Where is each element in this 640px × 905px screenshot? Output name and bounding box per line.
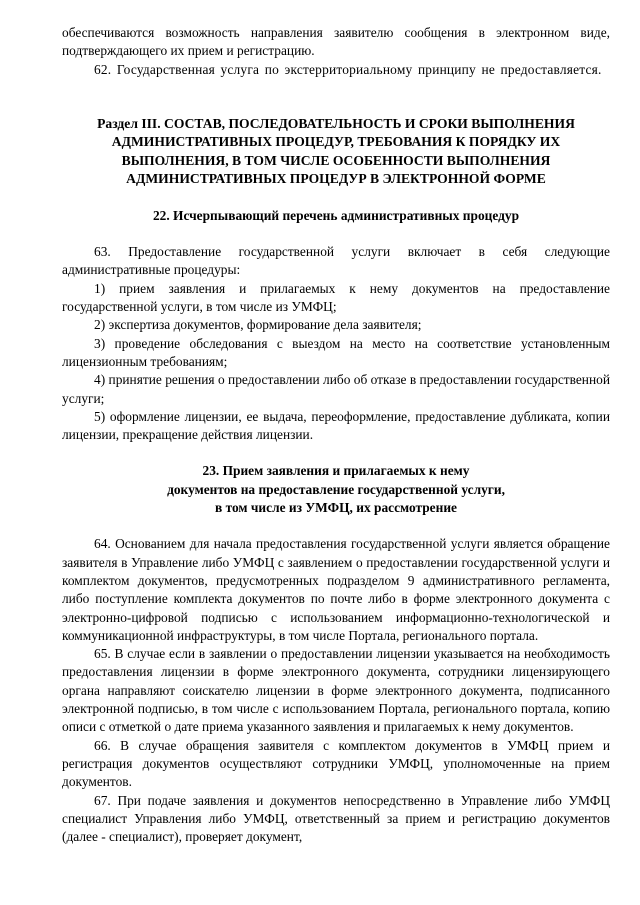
list-item-4: 4) принятие решения о предоставлении либо об отказе в предоставлении государственной услуги; [62,372,610,406]
subsection-23-title-line: документов на предоставление государственной услуги, [167,481,505,497]
spacer [62,79,610,115]
section-3-title-line: АДМИНИСТРАТИВНЫХ ПРОЦЕДУР, ТРЕБОВАНИЯ К ПОРЯДКУ ИХ [111,134,561,150]
paragraph-63: 63. Предоставление государственной услуги включает в себя следующие административные процедуры: [62,244,610,278]
spacer [62,444,610,462]
list-item-2: 2) экспертиза документов, формирование дела заявителя; [94,317,422,333]
spacer [62,189,610,207]
list-item-3: 3) проведение обследования с выездом на место на соответствие установленным лицензионным требованиям; [62,335,610,369]
paragraph-62: 62. Государственная услуга по экстерриториальному принципу не предоставляется. [94,61,602,77]
paragraph-64: 64. Основанием для начала предоставления государственной услуги является обращение заявителя в Управление либо УМФЦ с заявлением о предоставлении государственной услуги и комплектом документов, предусмотренных подразделом 9 административного регламента, либо поступление комплекта документов по почте либо в форме электронного документа с электронно-цифровой подписью с использованием информационно-технологической и коммуникационной инфраструктуры, в том числе Портала, регионального портала. [62,536,610,643]
list-item-5: 5) оформление лицензии, ее выдача, переоформление, предоставление дубликата, копии лицензии, прекращение действия лицензии. [62,408,610,443]
subsection-23-title-line: 23. Прием заявления и прилагаемых к нему [202,463,470,479]
spacer [62,225,610,243]
paragraph-67: 67. При подаче заявления и документов непосредственно в Управление либо УМФЦ специалист Управления либо УМФЦ, ответственный за прием и регистрацию документов (далее - специалист), проверяет документ, [62,792,610,845]
paragraph-65: 65. В случае если в заявлении о предоставлении лицензии указывается на необходимость предоставления лицензии в форме электронного документа, сотрудники лицензирующего органа направляют соискателю лицензии в форме электронного документа, подписанного электронной подписью, в том числе с использованием Портала, регионального портала, копию описи с отметкой о дате приема указанного заявления и прилагаемых к нему документов. [62,646,610,735]
section-3-title-line: ВЫПОЛНЕНИЯ, В ТОМ ЧИСЛЕ ОСОБЕННОСТИ ВЫПОЛНЕНИЯ [121,152,551,168]
paragraph-66: 66. В случае обращения заявителя с комплектом документов в УМФЦ прием и регистрация документов осуществляют сотрудники УМФЦ, уполномоченные на прием документов. [62,737,610,790]
section-3-heading [62,115,610,189]
subsection-22-title: 22. Исчерпывающий перечень административных процедур [152,207,520,223]
subsection-23-heading [62,462,610,517]
section-3-title-line: АДМИНИСТРАТИВНЫХ ПРОЦЕДУР В ЭЛЕКТРОННОЙ ФОРМЕ [126,171,546,187]
section-3-title-line: Раздел III. СОСТАВ, ПОСЛЕДОВАТЕЛЬНОСТЬ И СРОКИ ВЫПОЛНЕНИЯ [97,115,575,131]
intro-paragraph-continued: обеспечиваются возможность направления заявителю сообщения в электронном виде, подтверждающего их прием и регистрацию. [62,25,610,59]
list-item-1: 1) прием заявления и прилагаемых к нему документов на предоставление государственной услуги, в том числе из УМФЦ; [62,280,610,315]
spacer [62,517,610,535]
subsection-23-title-line: в том числе из УМФЦ, их рассмотрение [214,500,457,516]
